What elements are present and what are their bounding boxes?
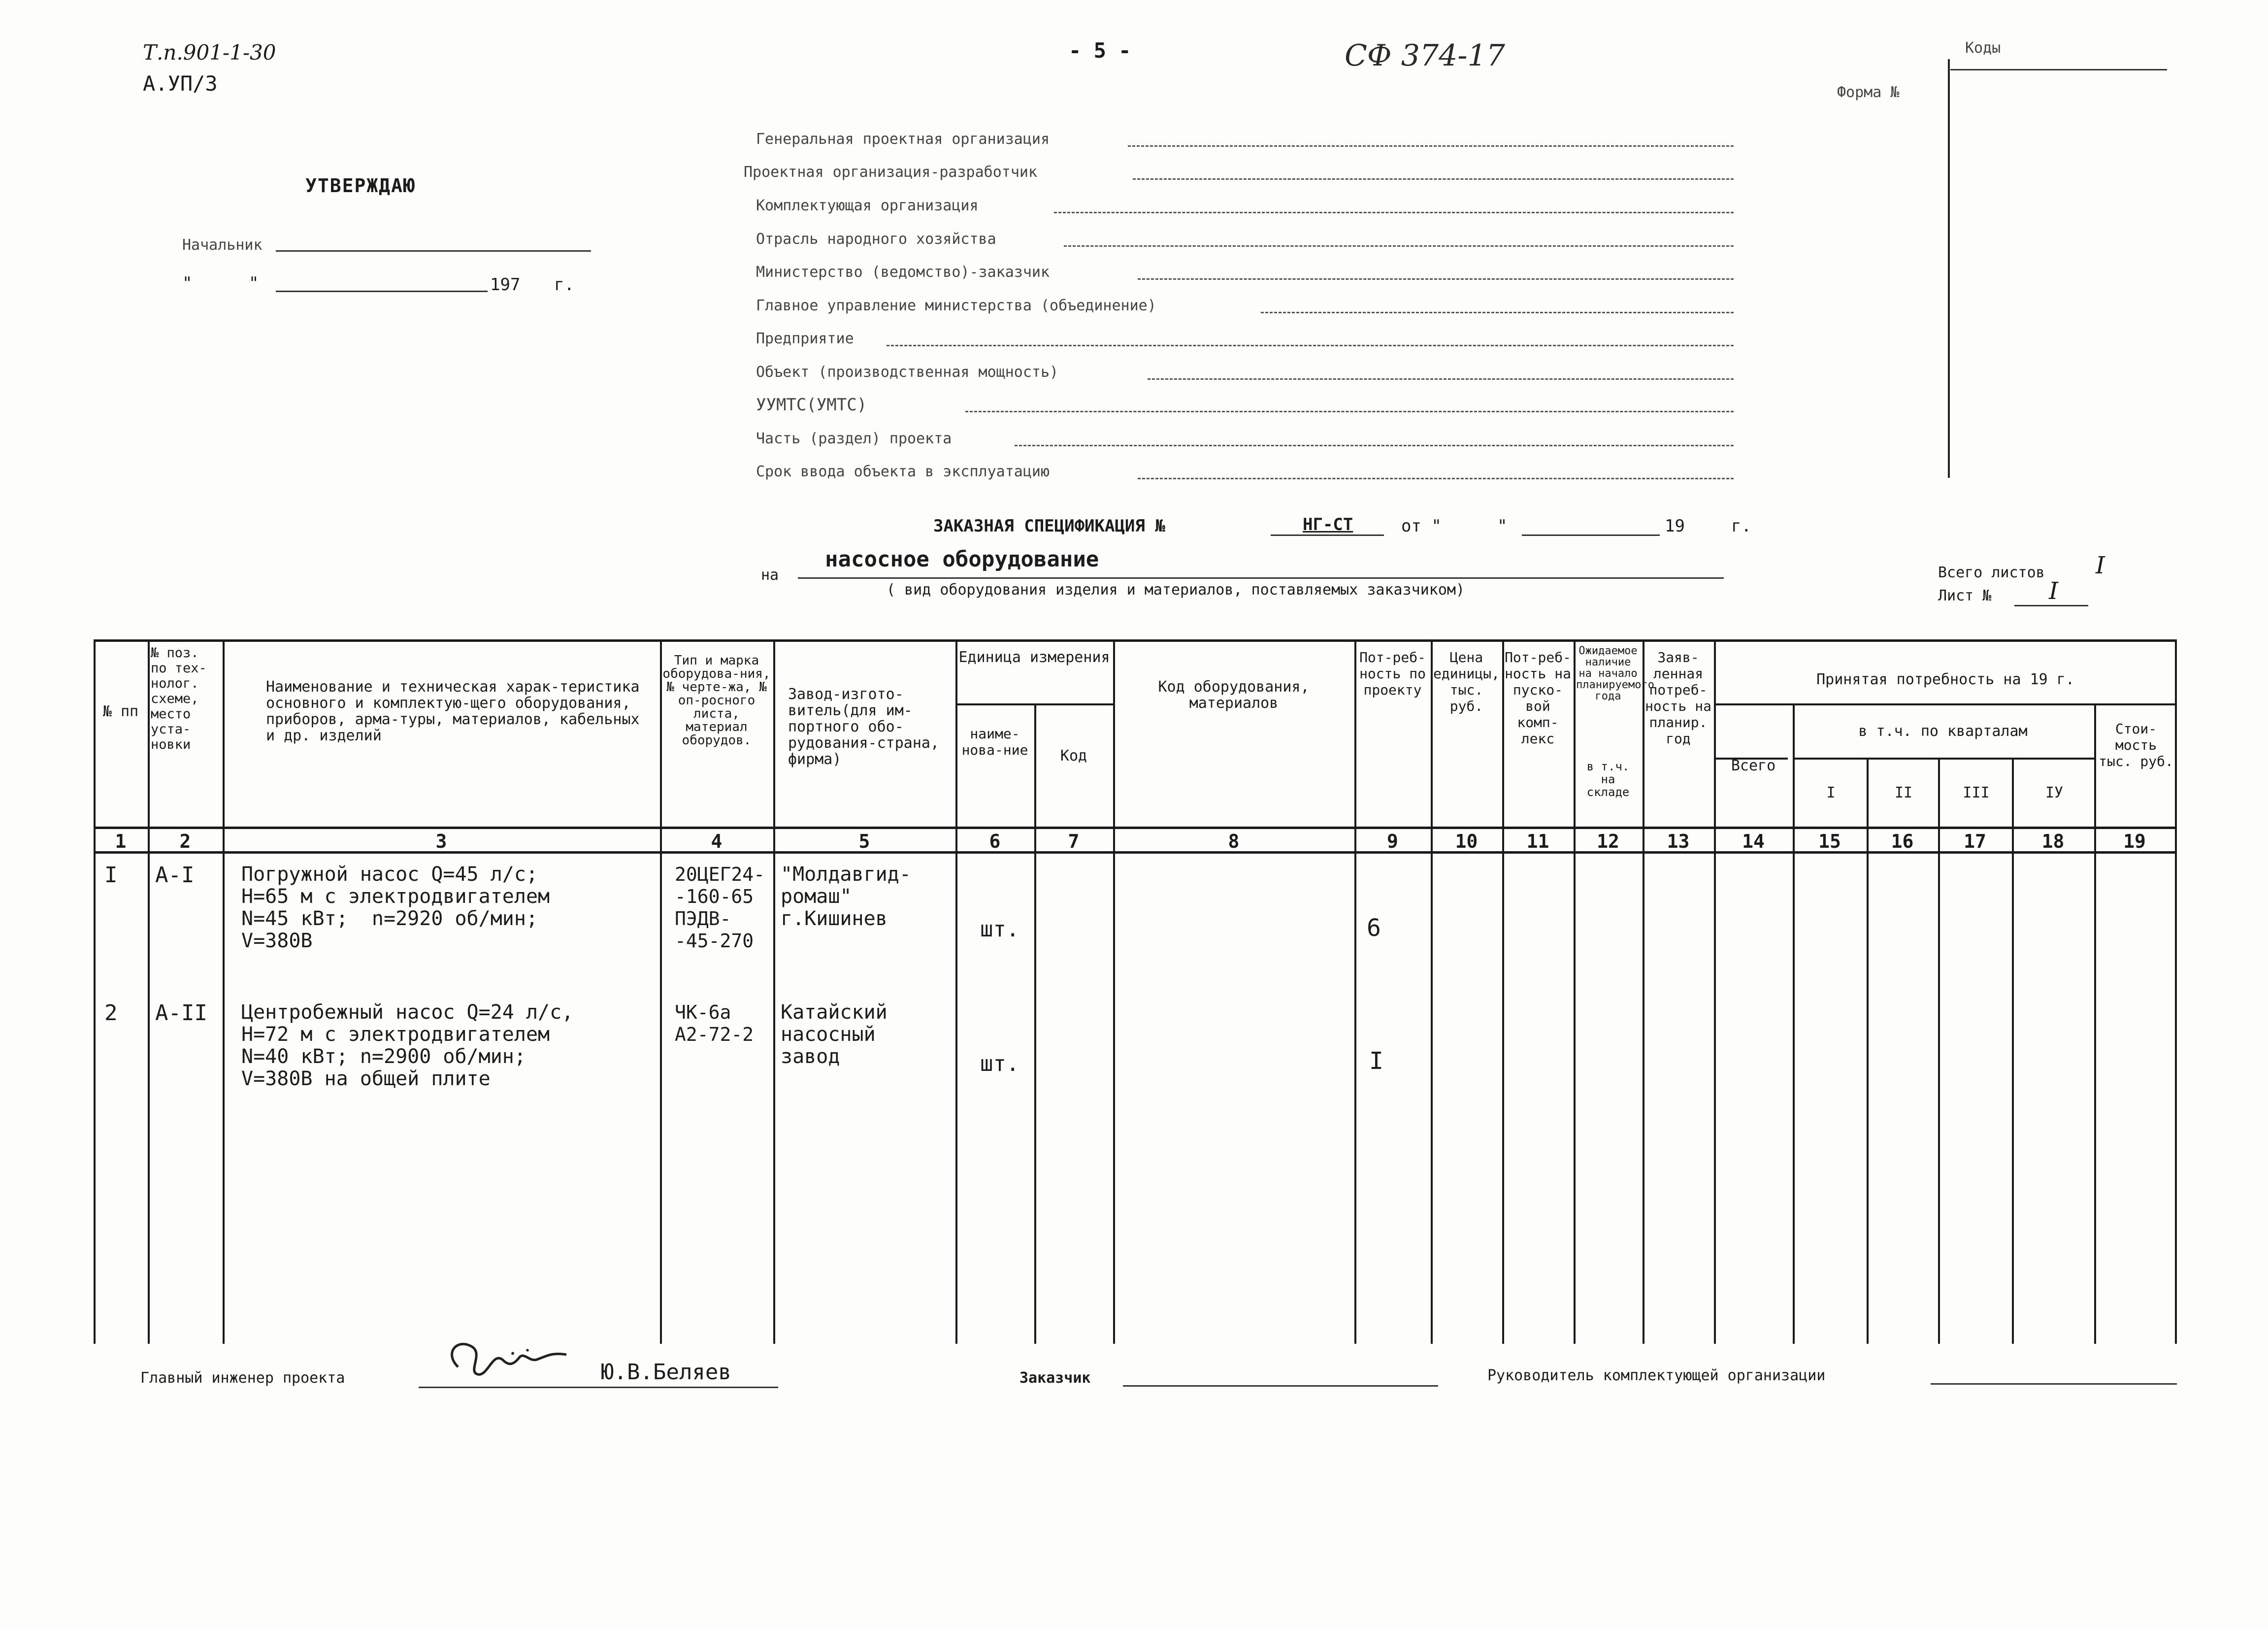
column-number: 2 <box>179 831 191 852</box>
row-type: ЧК-6а А2-72-2 <box>675 1001 754 1045</box>
header-total: Всего <box>1731 757 1776 774</box>
header-cost: Стои-мость тыс. руб. <box>2099 721 2173 769</box>
header-accepted-need: Принятая потребность на 19 г. <box>1816 671 2074 688</box>
chief-engineer-signature-line <box>419 1387 778 1388</box>
org-field-label: Главное управление министерства (объединение) <box>756 297 1156 314</box>
approval-date-line <box>276 291 488 292</box>
header-unit-group: Единица измерения <box>958 649 1110 666</box>
row-description: Погружной насос Q=45 л/с; Н=65 м с электродвигателем N=45 кВт; n=2920 об/мин; V=380В <box>241 863 550 952</box>
header-position: № поз. по тех-нолог. схеме, место уста-новки <box>151 645 207 752</box>
column-number: 19 <box>2123 831 2146 852</box>
col-border <box>1793 703 1795 1344</box>
column-number: 15 <box>1818 831 1841 852</box>
table-header-bottom <box>94 827 2177 829</box>
org-field-label: Комплектующая организация <box>756 197 979 214</box>
col-border <box>955 639 957 1344</box>
row-position: А-I <box>155 863 195 888</box>
doc-reference: Т.п.901-1-30 <box>143 40 276 65</box>
header-in-stock: в т.ч. на складе <box>1586 760 1630 799</box>
spec-title: ЗАКАЗНАЯ СПЕЦИФИКАЦИЯ № <box>933 516 1165 536</box>
column-number: 11 <box>1526 831 1549 852</box>
header-startup-need: Пот-реб-ность на пуско-вой комп-лекс <box>1505 649 1571 747</box>
column-number: 14 <box>1742 831 1765 852</box>
org-field-label: Срок ввода объекта в эксплуатацию <box>756 463 1050 480</box>
org-field-line <box>1133 178 1734 180</box>
row-quantity: I <box>1369 1047 1383 1075</box>
head-label: Руководитель комплектующей организации <box>1487 1367 1826 1384</box>
column-number: 5 <box>858 831 870 852</box>
column-number: 3 <box>435 831 447 852</box>
column-number: 9 <box>1387 831 1398 852</box>
header-row-number: № пп <box>102 703 139 720</box>
header-quarters: в т.ч. по кварталам <box>1858 723 2028 740</box>
specification-table <box>94 639 2177 1344</box>
row-quantity: 6 <box>1367 914 1381 942</box>
table-border-top <box>94 639 2177 642</box>
row-manufacturer: Катайский насосный завод <box>781 1001 887 1068</box>
col-border <box>1714 639 1716 1344</box>
org-field-label: УУМТС(УМТС) <box>756 395 867 415</box>
signature-icon <box>438 1332 586 1387</box>
header-quarter-2: II <box>1894 784 1913 801</box>
col-border <box>223 639 225 1344</box>
col-border <box>1502 639 1504 1344</box>
head-signature-line <box>1931 1383 2177 1385</box>
total-sheets-value: I <box>2096 552 2105 579</box>
row-type: 20ЦЕГ24- -160-65 ПЭДВ- -45-270 <box>675 864 765 952</box>
spec-year-suffix: г. <box>1731 516 1751 536</box>
header-description: Наименование и техническая харак-теристика основного и комплектую-щего оборудования, приборов, арма-туры, материалов, кабельных и др. изделий <box>266 678 640 744</box>
row-position: А-II <box>155 1000 207 1026</box>
org-field-line <box>1054 212 1734 213</box>
codes-label: Коды <box>1965 39 2001 57</box>
column-number: 18 <box>2041 831 2065 852</box>
approval-date-quote-open: " <box>182 273 193 293</box>
row-manufacturer: "Молдавгид- ромаш" г.Кишинев <box>781 863 911 930</box>
spec-from-label: от " <box>1401 516 1442 536</box>
org-field-label: Объект (производственная мощность) <box>756 364 1059 381</box>
header-planned-need: Заяв-ленная потреб-ность на планир. год <box>1645 649 1711 747</box>
spec-year: 19 <box>1665 516 1685 536</box>
approval-year-suffix: г. <box>554 275 574 295</box>
org-field-line <box>1128 145 1734 147</box>
spec-for-label: на <box>761 566 779 584</box>
spec-number: НГ-СТ <box>1303 515 1353 534</box>
org-field-line <box>1138 278 1734 280</box>
page-number: - 5 - <box>1069 38 1131 63</box>
header-unit-name: наиме-нова-ние <box>961 726 1028 758</box>
org-field-label: Предприятие <box>756 330 854 347</box>
sheet-value: I <box>2049 577 2058 605</box>
header-expected-stock: Ожидаемое наличие на начало планируемого года <box>1576 645 1654 702</box>
col-border <box>94 639 96 1344</box>
column-number: 16 <box>1891 831 1914 852</box>
header-type: Тип и марка оборудова-ния, № черте-жа, № оп-росного листа, материал оборудов. <box>662 653 771 748</box>
spec-date-quote: " <box>1497 516 1508 536</box>
row-number: 2 <box>104 1000 118 1026</box>
row-unit: шт. <box>980 1051 1019 1076</box>
col-border <box>660 639 662 1344</box>
handwritten-code: СФ 374-17 <box>1345 38 1505 73</box>
doc-sheet-reference: А.УП/3 <box>143 71 218 96</box>
spec-subject-line <box>798 577 1724 579</box>
sheet-value-line <box>2014 605 2088 606</box>
org-field-line <box>965 411 1734 412</box>
header-quarter-4: IУ <box>2045 784 2064 801</box>
header-manufacturer: Завод-изгото-витель(для им-портного обо-рудования-страна, фирма) <box>788 686 940 768</box>
org-field-line <box>1015 445 1734 446</box>
col-border <box>1034 703 1036 1344</box>
chief-engineer-name: Ю.В.Беляев <box>601 1360 731 1385</box>
chief-engineer-label: Главный инженер проекта <box>140 1369 345 1387</box>
org-field-label: Отрасль народного хозяйства <box>756 231 996 248</box>
org-field-label: Проектная организация-разработчик <box>744 164 1038 181</box>
org-field-line <box>1064 245 1734 247</box>
column-number: 13 <box>1667 831 1690 852</box>
accepted-divider <box>1714 703 2177 705</box>
customer-label: Заказчик <box>1019 1369 1091 1387</box>
org-field-line <box>1138 478 1734 479</box>
quarters-divider <box>1793 758 2094 760</box>
col-border <box>1113 639 1115 1344</box>
column-number: 12 <box>1597 831 1619 852</box>
row-unit: шт. <box>980 917 1019 942</box>
header-quarter-1: I <box>1826 784 1836 801</box>
approval-chief-label: Начальник <box>182 236 263 254</box>
header-quarter-3: III <box>1963 784 1990 801</box>
approval-signature-line <box>276 250 591 252</box>
approval-date-quote-close: " <box>249 273 259 293</box>
spec-subject-caption: ( вид оборудования изделия и материалов, поставляемых заказчиком) <box>887 581 1465 598</box>
col-border <box>1574 639 1576 1344</box>
org-field-label: Часть (раздел) проекта <box>756 430 952 447</box>
row-description: Центробежный насос Q=24 л/с, Н=72 м с электродвигателем N=40 кВт; n=2900 об/мин; V=380В на общей плите <box>241 1001 574 1090</box>
row-number: I <box>104 863 118 888</box>
codes-box-border <box>1948 59 1950 478</box>
header-unit-code: Код <box>1060 747 1087 765</box>
org-field-line <box>1261 312 1734 313</box>
org-field-line <box>1148 378 1734 380</box>
org-field-line <box>887 345 1734 346</box>
col-border <box>148 639 150 1344</box>
sheet-label: Лист № <box>1938 587 1992 604</box>
column-number: 17 <box>1964 831 1986 852</box>
org-field-label: Генеральная проектная организация <box>756 131 1050 148</box>
spec-date-line <box>1522 534 1660 536</box>
spec-subject: насосное оборудование <box>825 547 1099 572</box>
approval-year: 197 <box>490 275 521 295</box>
column-number: 10 <box>1455 831 1478 852</box>
codes-line <box>1950 69 2167 70</box>
column-number: 6 <box>989 831 1001 852</box>
spec-number-line <box>1271 534 1384 536</box>
column-number: 7 <box>1068 831 1080 852</box>
col-border <box>1431 639 1433 1344</box>
column-number: 1 <box>115 831 127 852</box>
column-number: 4 <box>711 831 723 852</box>
customer-signature-line <box>1123 1385 1438 1387</box>
total-sheets-label: Всего листов <box>1938 564 2045 581</box>
col-border <box>773 639 775 1344</box>
header-unit-price: Цена единицы, тыс. руб. <box>1433 649 1500 714</box>
col-border <box>2094 703 2096 1344</box>
column-number: 8 <box>1228 831 1240 852</box>
col-border <box>1643 639 1644 1344</box>
header-equipment-code: Код оборудования, материалов <box>1158 678 1310 712</box>
col-border <box>1354 639 1356 1344</box>
approval-title: УТВЕРЖДАЮ <box>305 175 416 197</box>
org-field-label: Министерство (ведомство)-заказчик <box>756 264 1050 281</box>
header-project-need: Пот-реб-ность по проекту <box>1359 649 1426 698</box>
form-number-label: Форма № <box>1837 84 1900 101</box>
